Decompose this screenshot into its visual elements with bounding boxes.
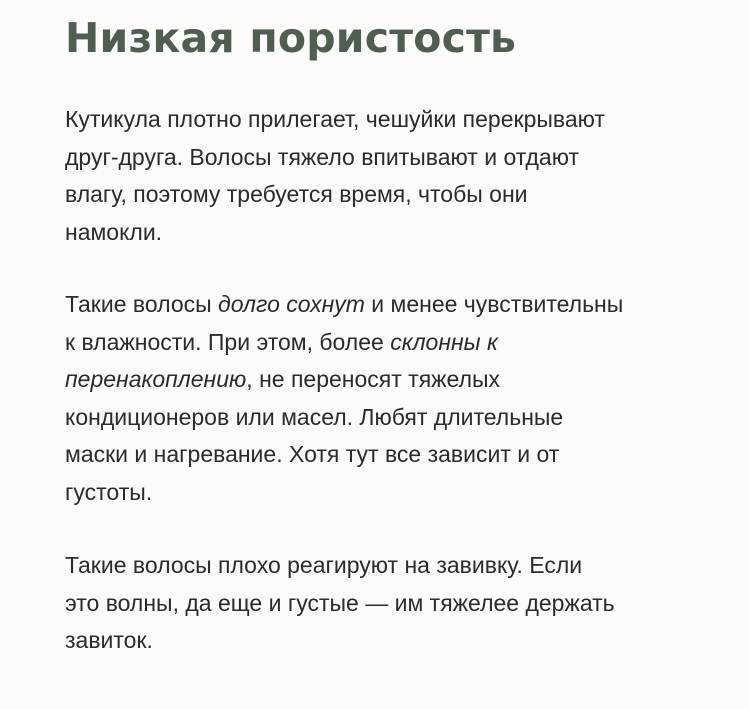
paragraph-line: это волны, да еще и густые — им тяжелее держать bbox=[65, 589, 615, 616]
paragraph-line: густоты. bbox=[65, 478, 153, 505]
emphasis-text: долго сохнут bbox=[218, 291, 365, 317]
paragraph-line: влагу, поэтому требуется время, чтобы они bbox=[65, 181, 528, 207]
paragraph-line: намокли. bbox=[65, 218, 163, 245]
paragraph-cuticle bbox=[65, 101, 705, 251]
paragraph-line: Такие волосы долго сохнут и менее чувствительны bbox=[65, 291, 624, 317]
paragraph-line: Кутикула плотно прилегает, чешуйки перекрывают bbox=[65, 106, 605, 132]
page-title: Низкая пористость bbox=[65, 14, 517, 62]
paragraph-line: перенакоплению, не переносят тяжелых bbox=[65, 366, 501, 392]
emphasis-text: перенакоплению bbox=[65, 366, 247, 392]
paragraph-line: Такие волосы плохо реагируют на завивку. Если bbox=[65, 552, 583, 578]
paragraph-curling bbox=[65, 547, 705, 660]
paragraph-line: друг-друга. Волосы тяжело впитывают и отдают bbox=[65, 143, 579, 170]
paragraph-line: кондиционеров или масел. Любят длительные bbox=[65, 403, 564, 430]
emphasis-text: склонны к bbox=[390, 328, 498, 355]
paragraph-line: завиток. bbox=[65, 627, 153, 653]
paragraph-line: к влажности. При этом, более склонны к bbox=[65, 328, 498, 355]
paragraph-line: маски и нагревание. Хотя тут все зависит и от bbox=[65, 441, 560, 467]
paragraph-drying bbox=[65, 286, 705, 511]
